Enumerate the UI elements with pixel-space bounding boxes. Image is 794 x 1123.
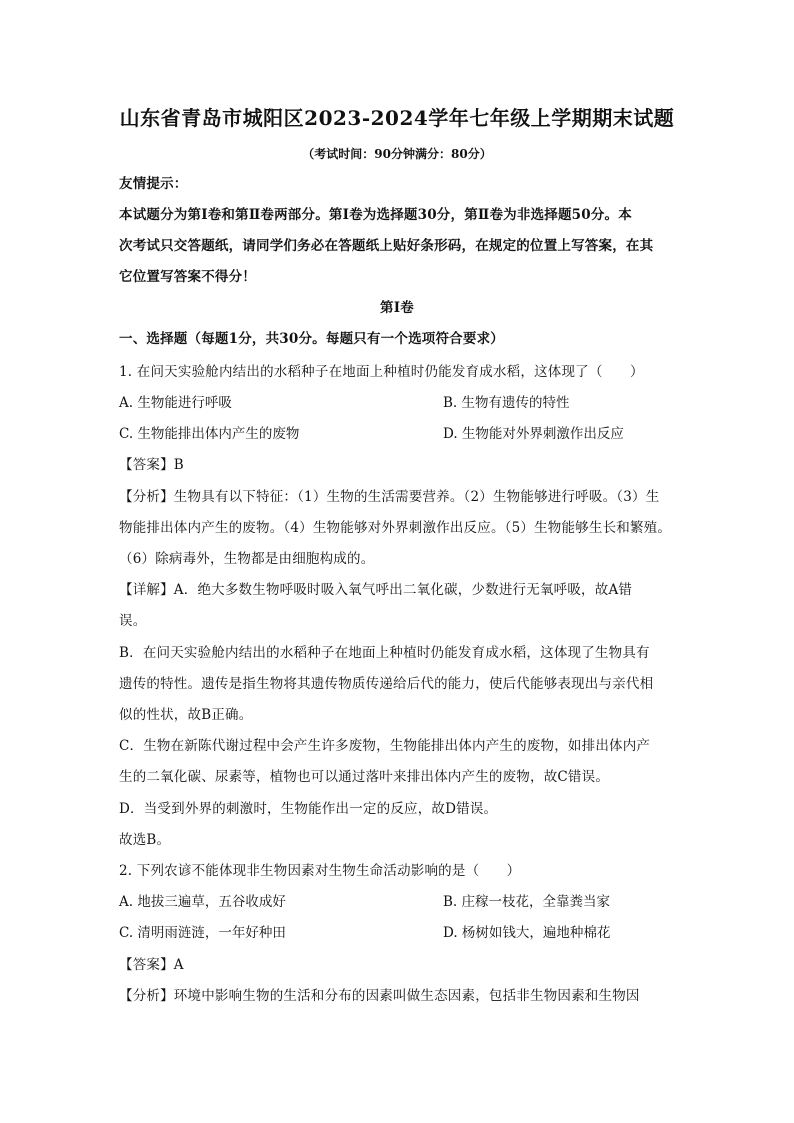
option-a: A. 地拔三遍草，五谷收成好 bbox=[119, 894, 286, 910]
option-b: B. 生物有遗传的特性 bbox=[443, 395, 570, 411]
tip-line: 它位置写答案不得分！ bbox=[119, 269, 256, 285]
answer-line: 【答案】B bbox=[119, 457, 184, 473]
option-d: D. 生物能对外界刺激作出反应 bbox=[443, 426, 624, 442]
analysis-line: 物能排出体内产生的废物。（4）生物能够对外界刺激作出反应。（5）生物能够生长和繁殖。 bbox=[119, 520, 672, 536]
detail-line: 生的二氧化碳、尿素等，植物也可以通过落叶来排出体内产生的废物，故C错误。 bbox=[119, 769, 610, 785]
section-title: 第Ⅰ卷 bbox=[380, 300, 414, 316]
document-title: 山东省青岛市城阳区2023-2024学年七年级上学期期末试题 bbox=[119, 106, 675, 130]
tip-heading: 友情提示： bbox=[119, 176, 188, 192]
option-a: A. 生物能进行呼吸 bbox=[119, 395, 232, 411]
detail-line: C．生物在新陈代谢过程中会产生许多废物，生物能排出体内产生的废物，如排出体内产 bbox=[119, 738, 651, 754]
detail-line: D．当受到外界的刺激时，生物能作出一定的反应，故D错误。 bbox=[119, 801, 498, 817]
detail-line: 故选B。 bbox=[119, 832, 171, 848]
question-stem: 1. 在问天实验舱内结出的水稻种子在地面上种植时仍能发育成水稻，这体现了（ ） bbox=[119, 364, 644, 380]
analysis-line: 【分析】环境中影响生物的生活和分布的因素叫做生态因素，包括非生物因素和生物因 bbox=[119, 988, 640, 1004]
question-stem: 2. 下列农谚不能体现非生物因素对生物生命活动影响的是（ ） bbox=[119, 863, 521, 879]
detail-line: 【详解】A．绝大多数生物呼吸时吸入氧气呼出二氧化碳，少数进行无氧呼吸，故A错 bbox=[119, 582, 633, 598]
detail-line: 误。 bbox=[119, 613, 147, 629]
detail-line: 似的性状，故B正确。 bbox=[119, 707, 253, 723]
part-heading: 一、选择题（每题1分，共30分。每题只有一个选项符合要求） bbox=[119, 331, 504, 347]
option-b: B. 庄稼一枝花，全靠粪当家 bbox=[443, 894, 611, 910]
exam-info: （考试时间：90分钟满分：80分） bbox=[302, 147, 492, 161]
tip-line: 次考试只交答题纸，请同学们务必在答题纸上贴好条形码，在规定的位置上写答案，在其 bbox=[119, 238, 654, 254]
answer-line: 【答案】A bbox=[119, 957, 184, 973]
analysis-line: （6）除病毒外，生物都是由细胞构成的。 bbox=[119, 551, 375, 567]
option-c: C. 清明雨涟涟，一年好种田 bbox=[119, 925, 286, 941]
option-c: C. 生物能排出体内产生的废物 bbox=[119, 426, 300, 442]
detail-line: 遗传的特性。遗传是指生物将其遗传物质传递给后代的能力，使后代能够表现出与亲代相 bbox=[119, 676, 654, 692]
tip-line: 本试题分为第Ⅰ卷和第Ⅱ卷两部分。第Ⅰ卷为选择题30分，第Ⅱ卷为非选择题50分。本 bbox=[119, 207, 632, 223]
option-d: D. 杨树如钱大，遍地种棉花 bbox=[443, 925, 611, 941]
analysis-line: 【分析】生物具有以下特征：（1）生物的生活需要营养。（2）生物能够进行呼吸。（3）生 bbox=[119, 489, 660, 505]
detail-line: B．在问天实验舱内结出的水稻种子在地面上种植时仍能发育成水稻，这体现了生物具有 bbox=[119, 645, 650, 661]
